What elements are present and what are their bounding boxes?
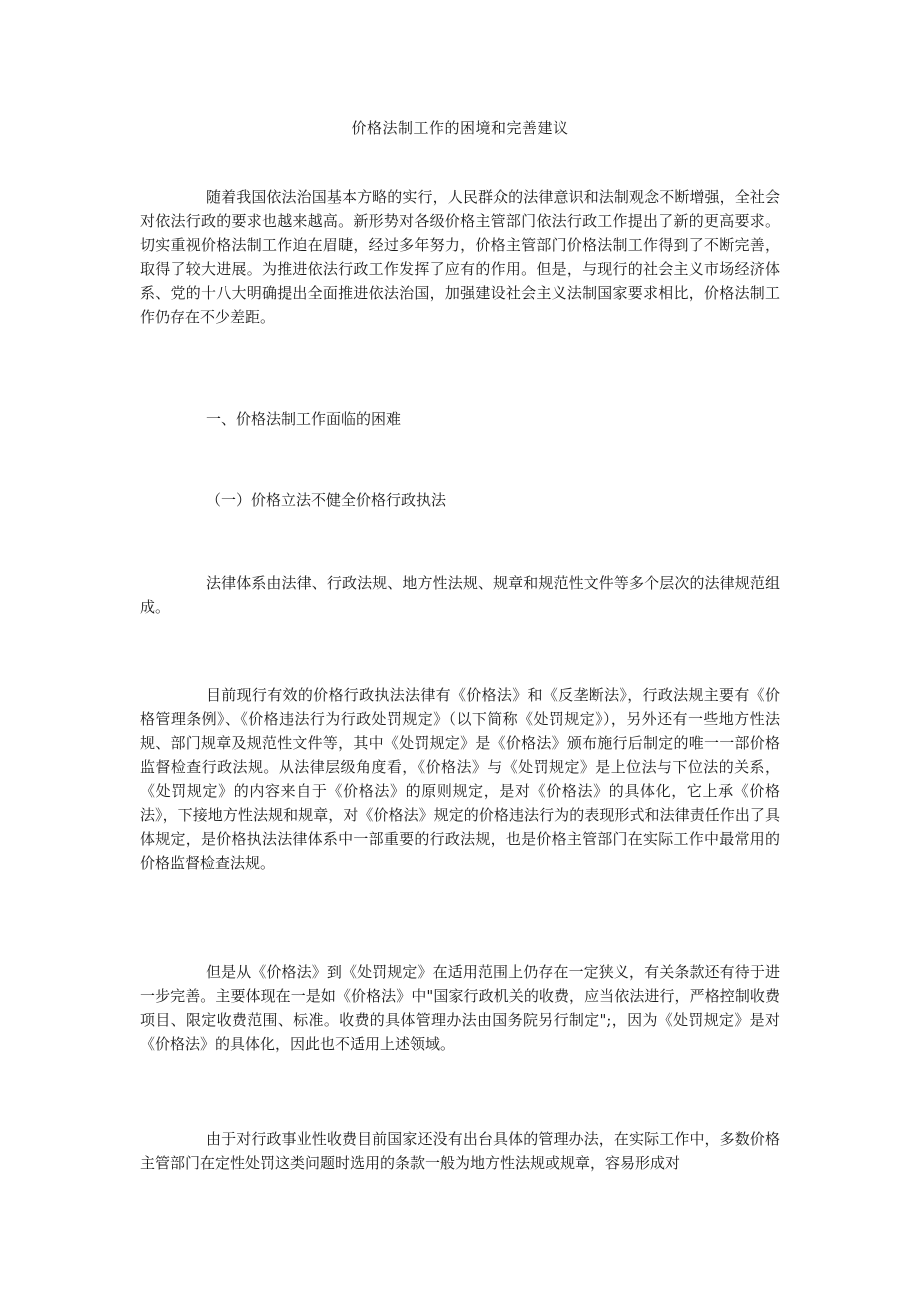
body-paragraph-scope-gap: 但是从《价格法》到《处罚规定》在适用范围上仍存在一定狭义，有关条款还有待于进一步完善。主要体现在一是如《价格法》中"国家行政机关的收费，应当依法进行，严格控制收费项目、限定收费范围、标准。收费的具体管理办法由国务院另行制定";，因为《处罚规定》是对《价格法》的具体化，因此也不适用上述领域。	[140, 963, 780, 1053]
section-heading: 一、价格法制工作面临的困难	[206, 410, 402, 428]
document-title: 价格法制工作的困境和完善建议	[351, 119, 569, 137]
subsection-heading: （一）价格立法不健全价格行政执法	[206, 491, 447, 509]
body-paragraph-legal-system: 法律体系由法律、行政法规、地方性法规、规章和规范性文件等多个层次的法律规范组成。	[140, 574, 780, 616]
body-paragraph-fees: 由于对行政事业性收费目前国家还没有出台具体的管理办法，在实际工作中，多数价格主管部门在定性处罚这类问题时选用的条款一般为地方性法规或规章，容易形成对	[140, 1130, 780, 1172]
body-paragraph-current-laws: 目前现行有效的价格行政执法法律有《价格法》和《反垄断法》，行政法规主要有《价格管理条例》、《价格违法行为行政处罚规定》（以下简称《处罚规定》），另外还有一些地方性法规、部门规章及规范性文件等，其中《处罚规定》是《价格法》颁布施行后制定的唯一一部价格监督检查行政法规。从法律层级角度看，《价格法》与《处罚规定》是上位法与下位法的关系，《处罚规定》的内容来自于《价格法》的原则规定，是对《价格法》的具体化，它上承《价格法》，下接地方性法规和规章，对《价格法》规定的价格违法行为的表现形式和法律责任作出了具体规定，是价格执法法律体系中一部重要的行政法规，也是价格主管部门在实际工作中最常用的价格监督检查法规。	[140, 686, 780, 872]
intro-paragraph: 随着我国依法治国基本方略的实行，人民群众的法律意识和法制观念不断增强，全社会对依法行政的要求也越来越高。新形势对各级价格主管部门依法行政工作提出了新的更高要求。切实重视价格法制工作迫在眉睫，经过多年努力，价格主管部门价格法制工作得到了不断完善，取得了较大进展。为推进依法行政工作发挥了应有的作用。但是，与现行的社会主义市场经济体系、党的十八大明确提出全面推进依法治国，加强建设社会主义法制国家要求相比，价格法制工作仍存在不少差距。	[140, 188, 780, 326]
